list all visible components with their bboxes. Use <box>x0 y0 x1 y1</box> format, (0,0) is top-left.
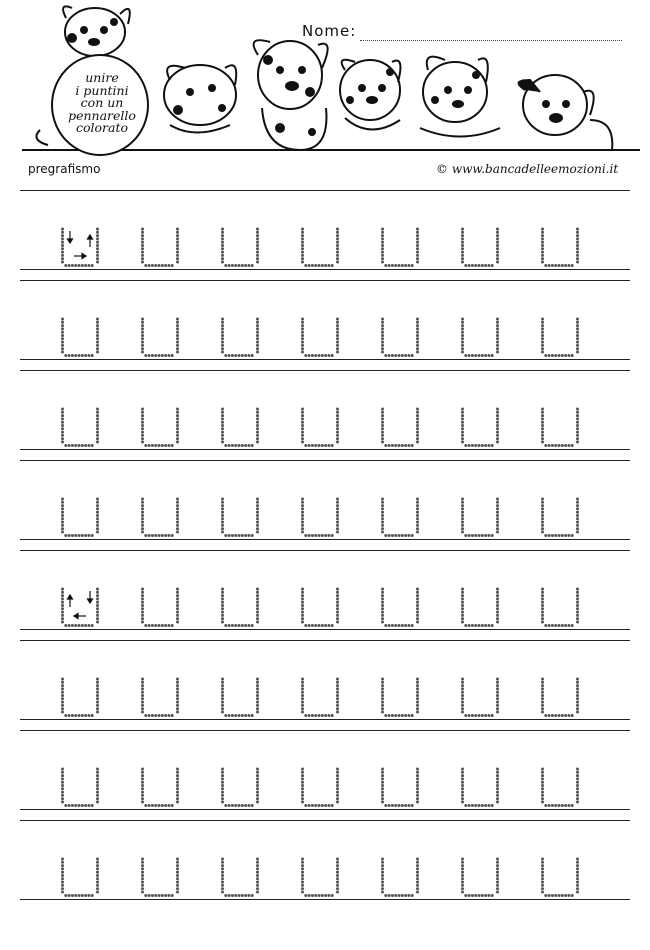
dotted-u-letter[interactable] <box>300 857 340 899</box>
dotted-u-letter[interactable] <box>460 407 500 449</box>
row-top-rule <box>20 730 630 731</box>
dotted-u-letter[interactable] <box>220 407 260 449</box>
row-top-rule <box>20 190 630 191</box>
dotted-u-letter[interactable] <box>220 677 260 719</box>
dotted-u-letter[interactable] <box>140 587 180 629</box>
dotted-u-letter[interactable] <box>460 677 500 719</box>
row-top-rule <box>20 370 630 371</box>
dotted-u-letter[interactable] <box>460 317 500 359</box>
dotted-u-letter[interactable] <box>300 317 340 359</box>
dotted-u-letter[interactable] <box>300 767 340 809</box>
instruction-line: i puntini <box>75 82 129 98</box>
instruction-sign <box>56 72 148 135</box>
dotted-u-letter[interactable] <box>140 767 180 809</box>
dotted-u-letter[interactable] <box>60 407 100 449</box>
dotted-u-letter[interactable] <box>300 227 340 269</box>
dotted-u-letter[interactable] <box>540 497 580 539</box>
dotted-u-letter[interactable] <box>140 497 180 539</box>
dotted-u-letter[interactable] <box>540 857 580 899</box>
row-baseline-rule <box>20 539 630 540</box>
dotted-u-letter[interactable] <box>300 407 340 449</box>
name-field-dotted-line[interactable] <box>360 40 622 41</box>
row-baseline-rule <box>20 359 630 360</box>
dotted-u-letter[interactable] <box>60 857 100 899</box>
dotted-u-letter[interactable] <box>380 587 420 629</box>
dotted-u-letter[interactable] <box>540 407 580 449</box>
dotted-u-letter[interactable] <box>140 227 180 269</box>
dotted-u-letter[interactable] <box>220 227 260 269</box>
dotted-u-letter[interactable] <box>540 317 580 359</box>
dotted-u-letter[interactable] <box>140 857 180 899</box>
dotted-u-letter[interactable] <box>380 227 420 269</box>
dotted-u-letter[interactable] <box>460 857 500 899</box>
dotted-u-letter[interactable] <box>460 767 500 809</box>
dotted-u-letter[interactable] <box>380 857 420 899</box>
dotted-u-letter[interactable] <box>540 587 580 629</box>
dotted-u-letter[interactable] <box>300 587 340 629</box>
dotted-u-letter[interactable] <box>380 317 420 359</box>
dotted-u-guide-with-arrows[interactable] <box>60 587 100 629</box>
dotted-u-letter[interactable] <box>460 587 500 629</box>
dotted-u-letter[interactable] <box>60 317 100 359</box>
row-top-rule <box>20 820 630 821</box>
dotted-u-letter[interactable] <box>60 677 100 719</box>
dotted-u-letter[interactable] <box>60 767 100 809</box>
subject-label: pregrafismo <box>28 162 101 176</box>
dotted-u-letter[interactable] <box>380 677 420 719</box>
dotted-u-letter[interactable] <box>220 317 260 359</box>
row-baseline-rule <box>20 629 630 630</box>
instruction-line: con un <box>80 95 124 110</box>
worksheet-header <box>0 0 650 190</box>
dotted-u-letter[interactable] <box>220 497 260 539</box>
dotted-u-letter[interactable] <box>300 677 340 719</box>
row-baseline-rule <box>20 899 630 900</box>
dotted-u-letter[interactable] <box>60 497 100 539</box>
dotted-u-letter[interactable] <box>300 497 340 539</box>
dotted-u-letter[interactable] <box>140 677 180 719</box>
dotted-u-letter[interactable] <box>380 407 420 449</box>
dotted-u-letter[interactable] <box>220 857 260 899</box>
row-top-rule <box>20 460 630 461</box>
dotted-u-letter[interactable] <box>540 227 580 269</box>
instruction-line: pennarello <box>68 107 136 123</box>
dotted-u-letter[interactable] <box>140 407 180 449</box>
dotted-u-letter[interactable] <box>460 497 500 539</box>
dotted-u-letter[interactable] <box>460 227 500 269</box>
dotted-u-letter[interactable] <box>380 767 420 809</box>
dotted-u-letter[interactable] <box>140 317 180 359</box>
dotted-u-letter[interactable] <box>380 497 420 539</box>
row-baseline-rule <box>20 269 630 270</box>
dotted-u-letter[interactable] <box>220 767 260 809</box>
instruction-line: unire <box>85 70 119 85</box>
instruction-line: colorato <box>75 120 129 135</box>
row-baseline-rule <box>20 809 630 810</box>
dotted-u-guide-with-arrows[interactable] <box>60 227 100 269</box>
row-baseline-rule <box>20 449 630 450</box>
dotted-u-letter[interactable] <box>540 677 580 719</box>
row-top-rule <box>20 280 630 281</box>
row-baseline-rule <box>20 719 630 720</box>
dotted-u-letter[interactable] <box>220 587 260 629</box>
row-top-rule <box>20 550 630 551</box>
dotted-u-letter[interactable] <box>540 767 580 809</box>
name-label: Nome: <box>302 22 357 40</box>
row-top-rule <box>20 640 630 641</box>
website-credit: © www.bancadelleemozioni.it <box>436 162 619 176</box>
